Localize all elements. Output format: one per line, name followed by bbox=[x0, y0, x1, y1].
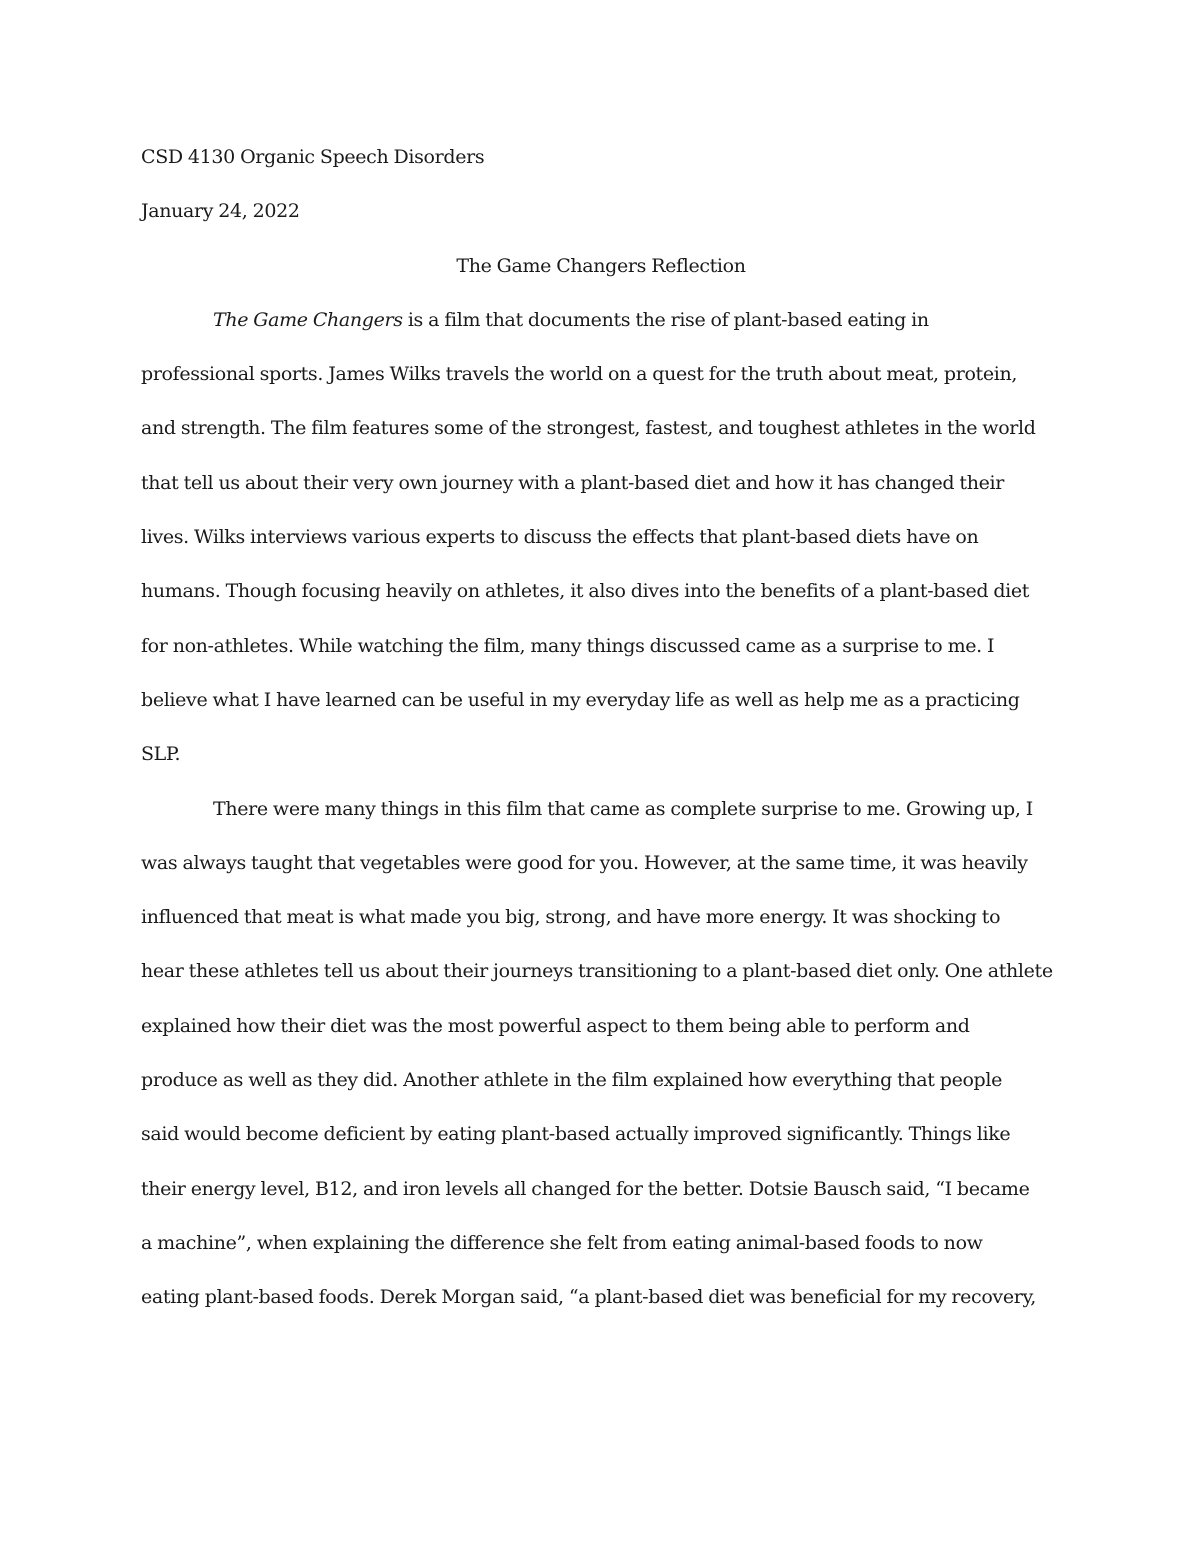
course-heading: CSD 4130 Organic Speech Disorders bbox=[141, 146, 485, 168]
document-body bbox=[141, 140, 1061, 1335]
paragraph-line: SLP. bbox=[141, 743, 181, 766]
paragraph-line: that tell us about their very own journey with a plant-based diet and how it has changed their bbox=[141, 471, 1004, 494]
paragraph-line: explained how their diet was the most powerful aspect to them being able to perform and bbox=[141, 1014, 970, 1037]
paragraph-line: was always taught that vegetables were good for you. However, at the same time, it was heavily bbox=[141, 851, 1028, 874]
essay-title: The Game Changers Reflection bbox=[456, 254, 746, 277]
paragraph-line: a machine”, when explaining the difference she felt from eating animal-based foods to now bbox=[141, 1231, 983, 1254]
paragraph-line: produce as well as they did. Another athlete in the film explained how everything that people bbox=[141, 1069, 1002, 1092]
film-title-italic: The Game Changers bbox=[213, 308, 403, 331]
paragraph-line: professional sports. James Wilks travels the world on a quest for the truth about meat, protein, bbox=[141, 363, 1018, 386]
paragraph-2 bbox=[141, 792, 1061, 1335]
date-line: January 24, 2022 bbox=[141, 200, 300, 223]
paragraph-line: hear these athletes tell us about their journeys transitioning to a plant-based diet only. One athlete bbox=[141, 960, 1053, 983]
paragraph-line: their energy level, B12, and iron levels all changed for the better. Dotsie Bausch said, “I became bbox=[141, 1177, 1030, 1200]
paragraph-line: The Game Changers is a film that documents the rise of plant-based eating in bbox=[213, 308, 929, 331]
paragraph-line: There were many things in this film that came as complete surprise to me. Growing up, I bbox=[213, 797, 1033, 820]
paragraph-line: humans. Though focusing heavily on athletes, it also dives into the benefits of a plant-based diet bbox=[141, 580, 1030, 603]
paragraph-1 bbox=[141, 303, 1061, 792]
paragraph-line: influenced that meat is what made you big, strong, and have more energy. It was shocking to bbox=[141, 906, 1001, 929]
paragraph-line: believe what I have learned can be useful in my everyday life as well as help me as a practicing bbox=[141, 688, 1020, 711]
paragraph-line: for non-athletes. While watching the film, many things discussed came as a surprise to me. I bbox=[141, 634, 995, 657]
paragraph-line: eating plant-based foods. Derek Morgan said, “a plant-based diet was beneficial for my recovery, bbox=[141, 1286, 1036, 1309]
paragraph-line: and strength. The film features some of the strongest, fastest, and toughest athletes in the world bbox=[141, 417, 1036, 440]
paragraph-line: lives. Wilks interviews various experts to discuss the effects that plant-based diets have on bbox=[141, 526, 979, 549]
paragraph-line: said would become deficient by eating plant-based actually improved significantly. Things like bbox=[141, 1123, 1011, 1146]
